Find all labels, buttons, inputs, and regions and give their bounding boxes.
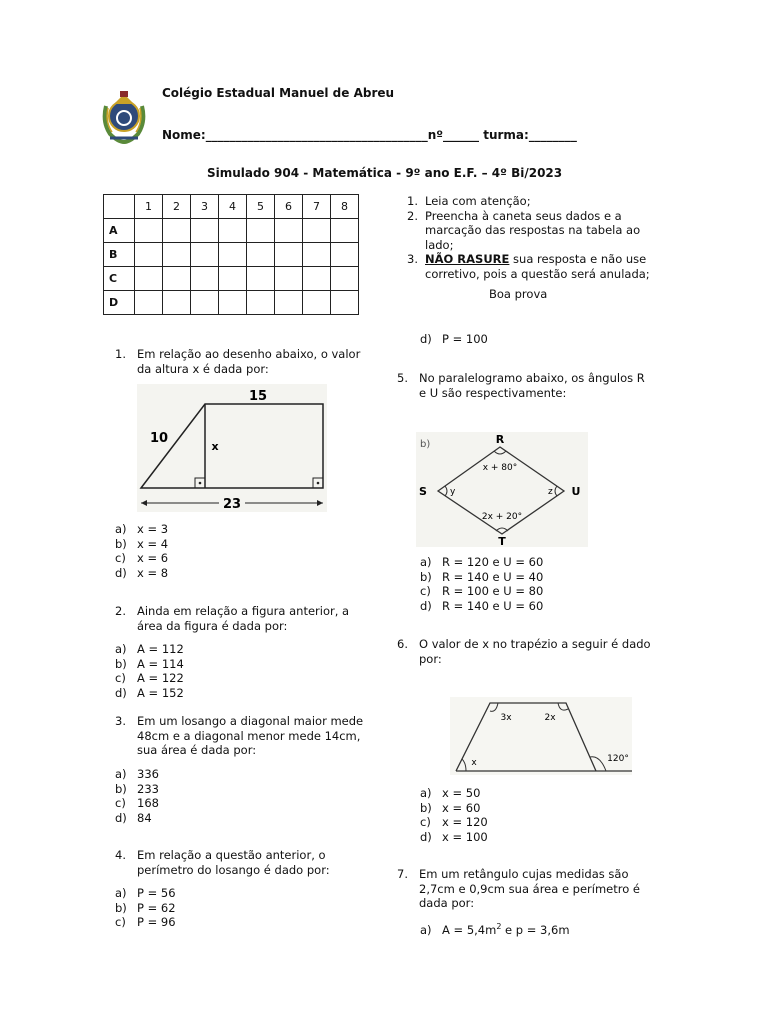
school-name: Colégio Estadual Manuel de Abreu xyxy=(162,86,395,100)
q5-vertex-T: T xyxy=(498,535,506,547)
answer-cell[interactable] xyxy=(331,243,359,267)
answer-cell[interactable] xyxy=(191,267,219,291)
question-text: Ainda em relação a figura anterior, a xyxy=(137,604,350,618)
question-number: 5. xyxy=(397,371,408,385)
answer-cell[interactable] xyxy=(191,291,219,315)
q5-parallelogram-figure xyxy=(416,432,588,547)
q6-angle-120: 120° xyxy=(607,754,629,764)
instruction-3-cont: corretivo, pois a questão será anulada; xyxy=(425,266,650,281)
q6-angle-2x: 2x xyxy=(544,713,556,723)
q5-angle-U: z xyxy=(548,487,553,497)
answer-option[interactable]: d) x = 8 xyxy=(115,565,169,580)
answer-grid-row-label: B xyxy=(104,243,135,267)
q1-height-label: x xyxy=(211,440,219,453)
answer-grid-row-label: A xyxy=(104,219,135,243)
no-erase-warning: NÃO RASURE xyxy=(425,252,510,266)
q4-options xyxy=(115,886,176,930)
instructions xyxy=(407,194,667,281)
answer-option[interactable]: c) P = 96 xyxy=(115,915,176,929)
q2-options xyxy=(115,642,184,700)
answer-cell[interactable] xyxy=(303,267,331,291)
q3-options xyxy=(115,767,159,825)
question-6 xyxy=(397,637,677,667)
q6-angle-x: x xyxy=(471,758,477,768)
question-text: Em relação ao desenho abaixo, o valor xyxy=(137,347,361,361)
answer-grid xyxy=(103,194,359,315)
instruction-2-cont: marcação das respostas na tabela ao xyxy=(425,223,641,237)
answer-cell[interactable] xyxy=(163,291,191,315)
q1-trapezoid-figure xyxy=(137,384,327,512)
school-emblem-logo xyxy=(100,88,148,144)
answer-option[interactable]: a) P = 56 xyxy=(115,886,176,900)
question-number: 3. xyxy=(115,714,126,728)
answer-cell[interactable] xyxy=(135,267,163,291)
answer-grid-col-header: 2 xyxy=(163,195,191,219)
answer-grid-header-row xyxy=(104,195,359,219)
answer-cell[interactable] xyxy=(247,219,275,243)
instruction-1: 1. Leia com atenção; xyxy=(407,194,531,208)
answer-option[interactable]: c) x = 6 xyxy=(115,551,169,565)
answer-option[interactable]: d) x = 100 xyxy=(420,829,488,844)
q1-options xyxy=(115,522,168,580)
answer-cell[interactable] xyxy=(219,267,247,291)
question-5 xyxy=(397,371,677,401)
answer-option[interactable]: c) R = 100 e U = 80 xyxy=(420,584,544,598)
answer-grid-row-label: D xyxy=(104,291,135,315)
q5-angle-S: y xyxy=(450,487,456,497)
q1-base-label: 23 xyxy=(222,497,242,512)
question-number: 7. xyxy=(397,867,408,881)
q5-vertex-U: U xyxy=(571,485,581,498)
answer-grid-col-header: 8 xyxy=(331,195,359,219)
question-text: da altura x é dada por: xyxy=(137,361,269,376)
answer-cell[interactable] xyxy=(275,267,303,291)
answer-cell[interactable] xyxy=(191,243,219,267)
answer-option[interactable]: d) R = 140 e U = 60 xyxy=(420,598,544,613)
answer-option[interactable]: b) x = 4 xyxy=(115,536,169,551)
answer-grid-col-header: 4 xyxy=(219,195,247,219)
q1-side-label: 10 xyxy=(149,431,169,446)
answer-grid-col-header: 1 xyxy=(135,195,163,219)
question-text: Em um losango a diagonal maior mede xyxy=(137,714,364,728)
answer-grid-row xyxy=(104,219,359,243)
answer-option[interactable]: a) x = 3 xyxy=(115,522,169,536)
answer-grid-corner xyxy=(104,195,135,219)
answer-cell[interactable] xyxy=(163,267,191,291)
answer-option[interactable]: c) A = 122 xyxy=(115,671,184,685)
question-text: área da figura é dada por: xyxy=(137,618,288,633)
answer-option[interactable]: c) x = 120 xyxy=(420,815,488,829)
answer-option[interactable]: a) 336 xyxy=(115,767,159,781)
answer-cell[interactable] xyxy=(331,219,359,243)
question-number: 2. xyxy=(115,604,126,618)
answer-grid-row-label: C xyxy=(104,267,135,291)
q5-vertex-R: R xyxy=(495,433,505,446)
instruction-2: 2. Preencha à caneta seus dados e a xyxy=(407,208,622,223)
question-text: No paralelogramo abaixo, os ângulos R xyxy=(419,371,645,385)
instruction-3: 3. NÃO RASURE sua resposta e não use xyxy=(407,252,647,266)
q1-top-label: 15 xyxy=(248,389,268,404)
answer-option[interactable]: b) x = 60 xyxy=(420,800,481,815)
q6-angle-3x: 3x xyxy=(500,713,512,723)
answer-option[interactable]: b) P = 62 xyxy=(115,900,176,915)
answer-option[interactable]: a) R = 120 e U = 60 xyxy=(420,555,544,569)
answer-grid-row xyxy=(104,243,359,267)
q4-options-continued xyxy=(420,332,488,347)
question-2 xyxy=(115,604,385,634)
question-text: 48cm e a diagonal menor mede 14cm, xyxy=(137,728,361,743)
question-text: perímetro do losango é dado por: xyxy=(137,862,330,877)
answer-cell[interactable] xyxy=(275,243,303,267)
answer-cell[interactable] xyxy=(219,219,247,243)
answer-option[interactable]: a) x = 50 xyxy=(420,786,481,800)
answer-cell[interactable] xyxy=(163,219,191,243)
question-text: dada por: xyxy=(419,896,475,910)
question-text: O valor de x no trapézio a seguir é dado xyxy=(419,637,651,651)
answer-cell[interactable] xyxy=(303,219,331,243)
closing-text: Boa prova xyxy=(489,287,548,301)
question-1 xyxy=(115,347,385,377)
q6-trapezoid-figure xyxy=(450,697,632,775)
q7-options xyxy=(420,920,570,935)
answer-cell[interactable] xyxy=(135,219,163,243)
answer-cell[interactable] xyxy=(163,243,191,267)
answer-cell[interactable] xyxy=(219,243,247,267)
answer-grid-row xyxy=(104,267,359,291)
question-4 xyxy=(115,848,385,878)
question-number: 1. xyxy=(115,347,126,361)
student-name-line[interactable]: Nome:_____________________________________nº______ turma:________ xyxy=(162,128,577,142)
answer-cell[interactable] xyxy=(191,219,219,243)
answer-grid-row xyxy=(104,291,359,315)
answer-option[interactable]: c) 168 xyxy=(115,796,159,810)
question-text: sua área é dada por: xyxy=(137,743,257,757)
answer-option[interactable]: a) $A = 5,4m^2$ e p = 3,6m xyxy=(420,922,570,937)
question-text: Em relação a questão anterior, o xyxy=(137,848,326,862)
answer-cell[interactable] xyxy=(331,267,359,291)
answer-grid-col-header: 7 xyxy=(303,195,331,219)
q5-vertex-S: S xyxy=(419,485,427,498)
answer-cell[interactable] xyxy=(219,291,247,315)
answer-grid-col-header: 3 xyxy=(191,195,219,219)
answer-option[interactable]: d) 84 xyxy=(115,810,152,825)
answer-option[interactable]: a) A = 112 xyxy=(115,642,184,656)
question-3 xyxy=(115,714,385,759)
q6-options xyxy=(420,786,488,844)
answer-cell[interactable] xyxy=(303,243,331,267)
answer-grid-col-header: 6 xyxy=(275,195,303,219)
answer-cell[interactable] xyxy=(275,219,303,243)
answer-option[interactable]: d) P = 100 xyxy=(420,332,488,346)
question-text: Em um retângulo cujas medidas são xyxy=(419,867,629,881)
q5-options xyxy=(420,555,543,613)
question-7 xyxy=(397,867,677,912)
answer-cell[interactable] xyxy=(331,291,359,315)
answer-cell[interactable] xyxy=(247,267,275,291)
answer-option[interactable]: b) 233 xyxy=(115,781,159,796)
answer-option[interactable]: b) A = 114 xyxy=(115,656,184,671)
question-number: 4. xyxy=(115,848,126,862)
exam-title: Simulado 904 - Matemática - 9º ano E.F. – 4º Bi/2023 xyxy=(207,166,563,180)
instruction-2-cont: lado; xyxy=(425,237,454,252)
answer-grid-col-header: 5 xyxy=(247,195,275,219)
question-text: 2,7cm e 0,9cm sua área e perímetro é xyxy=(419,881,641,896)
question-text: e U são respectivamente: xyxy=(419,385,567,400)
q5-figure-tag: b) xyxy=(420,439,431,450)
answer-option[interactable]: b) R = 140 e U = 40 xyxy=(420,569,544,584)
answer-cell[interactable] xyxy=(247,243,275,267)
question-text: por: xyxy=(419,651,442,666)
answer-option[interactable]: d) A = 152 xyxy=(115,685,184,700)
answer-cell[interactable] xyxy=(303,291,331,315)
q5-angle-T: 2x + 20° xyxy=(481,512,523,522)
answer-cell[interactable] xyxy=(135,243,163,267)
answer-cell[interactable] xyxy=(275,291,303,315)
question-number: 6. xyxy=(397,637,408,651)
q5-angle-R: x + 80° xyxy=(482,463,518,473)
answer-cell[interactable] xyxy=(135,291,163,315)
answer-cell[interactable] xyxy=(247,291,275,315)
